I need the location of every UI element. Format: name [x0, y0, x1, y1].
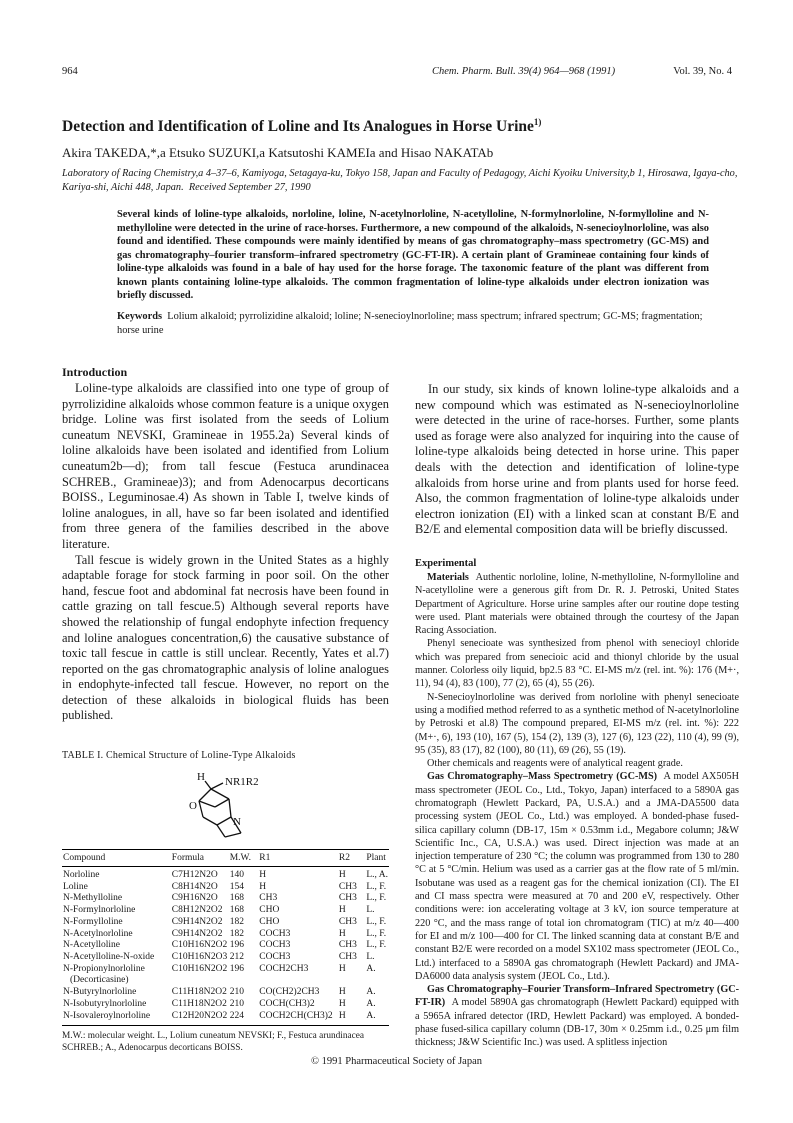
- table-row: [62, 1011, 389, 1026]
- cell-plant: A.: [366, 987, 376, 998]
- cell-formula: C9H14N2O2: [171, 916, 223, 927]
- cell-r2: CH3: [338, 951, 357, 962]
- cell-formula: C10H16N2O2: [171, 963, 228, 974]
- author-list: Akira TAKEDA,*,a Etsuko SUZUKI,a Katsutoshi KAMEIa and Hisao NAKATAb: [62, 145, 494, 160]
- table-caption: TABLE I. Chemical Structure of Loline-Type Alkaloids: [62, 750, 296, 762]
- cell-formula: C11H18N2O2: [171, 998, 227, 1009]
- cell-compound: N-Methylloline: [63, 893, 123, 904]
- keywords-text: Lolium alkaloid; pyrrolizidine alkaloid; loline; N-senecioylnorloline; mass spectrum; infrared spectrum; GC-MS; fragmentation; horse urine: [117, 311, 703, 336]
- cell-compound: N-Butyrylnorloline: [63, 987, 137, 998]
- col-header-formula: Formula: [171, 850, 229, 867]
- table-row: [62, 917, 389, 929]
- cell-plant: L., F.: [366, 916, 387, 927]
- col-header-compound: Compound: [62, 850, 171, 867]
- col-header-plant: Plant: [365, 850, 389, 867]
- nr1r2-label: NR1R2: [224, 776, 259, 789]
- table-row: [62, 893, 389, 905]
- cell-formula: [171, 975, 229, 987]
- table-footnote: M.W.: molecular weight. L., Lolium cuneatum NEVSKI; F., Festuca arundinacea SCHREB.; A., Adenocarpus decorticans BOISS.: [62, 1031, 365, 1054]
- nitrogen-label: N: [232, 816, 241, 829]
- col-header-r1: R1: [258, 850, 338, 867]
- loline-alkaloids-table: [62, 849, 389, 1025]
- cell-mw: 182: [229, 928, 244, 939]
- cell-r2: H: [338, 987, 346, 998]
- table-row: [62, 940, 389, 952]
- cell-mw: 168: [229, 893, 244, 904]
- gcftir-heading: Gas Chromatography–Fourier Transform–Infrared Spectrometry (GC-FT-IR): [415, 984, 739, 1009]
- phenyl-senecioate-paragraph: Phenyl senecioate was synthesized from phenol with senecioyl chloride which was prepared from senecioic acid and thionyl chloride by the usual manner. Colorless oily liquid, bp2.5 83 °C. EI-MS m/z (rel. int. %): 176 (M+·, 11), 94 (4), 83 (100), 77 (2), 65 (4), 55 (26).: [415, 638, 739, 690]
- left-column: [62, 365, 389, 1054]
- cell-compound: Loline: [63, 881, 88, 892]
- cell-r1: COCH2CH(CH3)2: [259, 1010, 333, 1021]
- cell-r2: H: [338, 1010, 346, 1021]
- table-row: [62, 882, 389, 894]
- table-row: [62, 964, 389, 976]
- col-header-r2: R2: [338, 850, 365, 867]
- keywords-label: Keywords: [117, 311, 163, 322]
- gcms-paragraph: Gas Chromatography–Mass Spectrometry (GC-MS) A model AX505H mass spectrometer (JEOL Co., Ltd., Tokyo, Japan) interfaced to a 5890A gas chromatograph (Hewlett Packard, PA, U.S.A.) and a JMA-DA5500 data processing system (JEOL Co., Ltd.) was employed. A bonded-phase fused-silica capillary column (DB-17, 15m × 0.53mm i.d., Megabore column; J&W Scientific Inc., CA, U.S.A.) was used. Direct injection was made at an injection temperature of 230 °C; the column was programmed from 130 to 280 °C at 5 °C/min. Helium was used as a carrier gas at the flow rate of 5 ml/min. Isobutane was used as a reagent gas for the chemical ionization (CI). The EI and CI mass spectra were measured at 70 and 200 eV, respectively. Other conditions were: ion accelerating voltage at 3 kV, ion source temperature at 220 °C, and the mass range of total ion chromatogram (TIC) at m/z 40—400 for EI and m/z 100—400 for CI. The linked scanning data at constant B/E and constant B2/E were recorded on a model SX102 mass spectrometer (JEOL Co., Ltd.) interfaced to a 5890A gas chromatograph (Hewlett Packard) and JMA-DA6000 data analysis system (JEOL Co., Ltd.).: [415, 771, 739, 982]
- abstract: Several kinds of loline-type alkaloids, norloline, loline, N-acetylnorloline, N-acetylloline, N-formylnorloline, N-formylloline and N-methylloline were detected in the urine of race-horses. Furthermore, a new compound of the alkaloids, N-senecioylnorloline, was also found and identified. These compounds were mainly identified by means of gas chromatography–mass spectrometry (GC-MS) and gas chromatography–fourier transform–infrared spectrometry (GC-FT-IR). A certain plant of Gramineae containing four kinds of loline-type alkaloids was found in a bale of hay used for the horse forage. The taxonomic feature of the plant was different from known plants containing loline-type alkaloids. The common fragmentation of loline-type alkaloids under electron ionization was briefly discussed.: [117, 209, 709, 301]
- cell-mw: 212: [229, 951, 244, 962]
- table-row: [62, 905, 389, 917]
- intro-paragraph-2: Tall fescue is widely grown in the United States as a highly adaptable forage for stock farming in poor soil. On the other hand, fescue foot and abdominal fat necrosis have been found in cattle grazing on tall fescue.5) Although several reports have showed the relationship of fungal endophyte infection frequency and loline analogues concentration,6) the causative substance of toxic tall fescue in cattle is still unclear. Recently, Yates et al.7) reported on the gas chromatographic analysis of loline analogues in endophyte-infected tall fescue. However, no report on the detection of these alkaloids in biological fluids has been published.: [62, 552, 389, 723]
- cell-plant: L., A.: [366, 870, 388, 881]
- cell-r1: COCH3: [259, 928, 291, 939]
- cell-compound: Norloline: [63, 870, 100, 881]
- right-column: [415, 365, 739, 1050]
- cell-compound: N-Formylloline: [63, 916, 123, 927]
- cell-mw: [229, 975, 259, 987]
- reagents-paragraph: Other chemicals and reagents were of analytical reagent grade.: [427, 758, 683, 770]
- cell-formula: C8H12N2O2: [171, 905, 223, 916]
- cell-mw: 210: [229, 998, 244, 1009]
- senecioylnorloline-paragraph: N-Senecioylnorloline was derived from norloline with phenyl senecioate using a modified method referred to as a synthetic method of N-acetylnorloline by Petroski et al.8) The compound prepared, EI-MS m/z (rel. int. %): 222 (M+·, 6), 193 (10), 167 (5), 154 (2), 139 (3), 127 (6), 123 (22), 110 (4), 99 (9), 95 (35), 83 (17), 82 (100), 80 (11), 69 (26), 55 (19).: [415, 691, 739, 756]
- cell-r2: H: [338, 870, 346, 881]
- cell-compound: N-Isobutyrylnorloline: [63, 998, 147, 1009]
- materials-paragraph: Materials Authentic norloline, loline, N-methylloline, N-formylloline and N-acetylloline were a generous gift from Dr. R. J. Petroski, United States Department of Agriculture. Horse urine samples after our routine dope testing were used. Plant materials were obtained through the courtesy of the Japan Racing Association.: [415, 571, 740, 637]
- cell-compound: N-Acetylnorloline: [63, 928, 133, 939]
- gcms-heading: Gas Chromatography–Mass Spectrometry (GC-MS): [427, 771, 658, 783]
- cell-compound: N-Acetylloline-N-oxide: [63, 951, 155, 962]
- cell-formula: C12H20N2O2: [171, 1010, 228, 1021]
- cell-r2: H: [338, 905, 346, 916]
- cell-compound: (Decorticasine): [70, 975, 129, 986]
- table-body: [62, 867, 389, 1026]
- cell-mw: 196: [229, 940, 244, 951]
- cell-r2: [338, 975, 365, 987]
- cell-r2: H: [338, 963, 346, 974]
- article-title: Detection and Identification of Loline and Its Analogues in Horse Urine$^{1)}$: [62, 117, 542, 136]
- cell-compound: N-Isovaleroylnorloline: [63, 1010, 151, 1021]
- received-date: Received September 27, 1990: [188, 182, 311, 193]
- cell-r1: CO(CH2)2CH3: [259, 987, 320, 998]
- cell-r2: CH3: [338, 881, 357, 892]
- table-row: [62, 952, 389, 964]
- volume-issue: Vol. 39, No. 4: [673, 66, 732, 77]
- cell-r1: H: [259, 881, 267, 892]
- cell-plant: A.: [366, 998, 376, 1009]
- table-header-row: [62, 850, 389, 867]
- table-row: [62, 867, 389, 882]
- cell-r2: H: [338, 928, 346, 939]
- keywords: [117, 310, 709, 337]
- cell-formula: C10H16N2O3: [171, 951, 228, 962]
- cell-r1: COCH3: [259, 951, 291, 962]
- table-bottom-rule: [62, 1025, 389, 1026]
- cell-r1: [258, 975, 338, 987]
- page-number: 964: [62, 66, 78, 77]
- cell-r2: H: [338, 998, 346, 1009]
- oxygen-label: O: [188, 800, 197, 813]
- affiliation: Laboratory of Racing Chemistry,a 4–37–6, Kamiyoga, Setagaya-ku, Tokyo 158, Japan and Faculty of Pedagogy, Aichi Kyoiku University,b 1, Hirosawa, Igaya-cho, Kariya-shi, Aichi 448, Japan. Received September 27, 1990: [62, 168, 738, 193]
- cell-formula: C8H14N2O: [171, 881, 218, 892]
- cell-formula: C11H18N2O2: [171, 987, 227, 998]
- cell-plant: L., F.: [366, 928, 387, 939]
- cell-mw: 210: [229, 987, 244, 998]
- cell-r1: CHO: [259, 916, 280, 927]
- col-header-mw: M.W.: [229, 850, 259, 867]
- cell-r1: COCH3: [259, 940, 291, 951]
- cell-plant: L.: [366, 905, 375, 916]
- loline-structure-diagram: [161, 767, 291, 843]
- cell-r1: H: [259, 870, 267, 881]
- cell-compound: N-Acetylloline: [63, 940, 120, 951]
- cell-r2: CH3: [338, 940, 357, 951]
- intro-paragraph-1: Loline-type alkaloids are classified into one type of group of pyrrolizidine alkaloids whose common feature is a unique oxygen bridge. Loline was first isolated from the seeds of Lolium cuneatum NEVSKI, Gramineae in 1955.2a) Several kinds of loline alkaloids have been isolated and identified from Lolium cuneatum2b—d); from tall fescue (Festuca arundinacea SCHREB., Gramineae)3); and from Adenocarpus decorticans BOISS., Leguminosae.4) As shown in Table I, twelve kinds of loline analogues, in all, have so far been isolated and identified from three genera of the families described in the above literature.: [62, 381, 389, 551]
- cell-mw: 196: [229, 963, 244, 974]
- cell-plant: [365, 975, 389, 987]
- section-heading-introduction: Introduction: [62, 365, 128, 379]
- title-footnote-ref: 1): [533, 117, 542, 127]
- cell-mw: 168: [229, 905, 244, 916]
- hydrogen-label: H: [196, 771, 205, 784]
- cell-plant: L., F.: [366, 893, 387, 904]
- cell-r1: COCH2CH3: [259, 963, 309, 974]
- gcftir-paragraph: Gas Chromatography–Fourier Transform–Infrared Spectrometry (GC-FT-IR) A model 5890A gas chromatograph (Hewlett Packard) equipped with a 5965A infrared detector (IRD, Hewlett Packard) was employed. A bonded-phase fused-silica capillary column (DB-17, 30m × 0.25mm i.d., 0.25 μm film thickness; J&W Scientific Inc.) was used. A splitless injection: [415, 984, 740, 1049]
- table-row: [62, 987, 389, 999]
- cell-compound: N-Formylnorloline: [63, 905, 136, 916]
- cell-mw: 182: [229, 916, 244, 927]
- intro-paragraph-3: In our study, six kinds of known loline-type alkaloids and a new compound which was estimated as N-senecioylnorloline were detected in the urine of race-horses. Further, some plants used as forage were also analyzed for inquiring into the cause of loline-type alkaloids being detected in horse urine. This paper deals with the detection and identification of loline-type alkaloids from horse urine and from plants used for horse feed. Also, the common fragmentation of loline-type alkaloids under electron ionization (EI) with a linked scan at constant B/E and B2/E and elemental composition data will be briefly discussed.: [415, 382, 739, 537]
- cell-compound: N-Propionylnorloline: [63, 963, 145, 974]
- cell-mw: 224: [229, 1010, 244, 1021]
- table-row: [62, 929, 389, 941]
- cell-r1: CH3: [259, 893, 278, 904]
- cell-r2: CH3: [338, 916, 357, 927]
- table-row: [62, 999, 389, 1011]
- cell-mw: 154: [229, 881, 244, 892]
- copyright-footer: © 1991 Pharmaceutical Society of Japan: [311, 1056, 482, 1067]
- cell-plant: L.: [366, 951, 375, 962]
- cell-formula: C7H12N2O: [171, 870, 218, 881]
- cell-r2: CH3: [338, 893, 357, 904]
- materials-heading: Materials: [427, 571, 469, 583]
- table-row: [62, 975, 389, 987]
- cell-plant: A.: [366, 963, 376, 974]
- cell-formula: C9H14N2O2: [171, 928, 223, 939]
- cell-r1: COCH(CH3)2: [259, 998, 315, 1009]
- cell-formula: C10H16N2O2: [171, 940, 228, 951]
- cell-plant: L., F.: [366, 881, 387, 892]
- cell-mw: 140: [229, 870, 244, 881]
- section-heading-experimental: Experimental: [415, 557, 477, 569]
- cell-plant: L., F.: [366, 940, 387, 951]
- cell-r1: CHO: [259, 905, 280, 916]
- cell-plant: A.: [366, 1010, 376, 1021]
- cell-formula: C9H16N2O: [171, 893, 218, 904]
- journal-citation: Chem. Pharm. Bull. 39(4) 964—968 (1991): [432, 66, 616, 77]
